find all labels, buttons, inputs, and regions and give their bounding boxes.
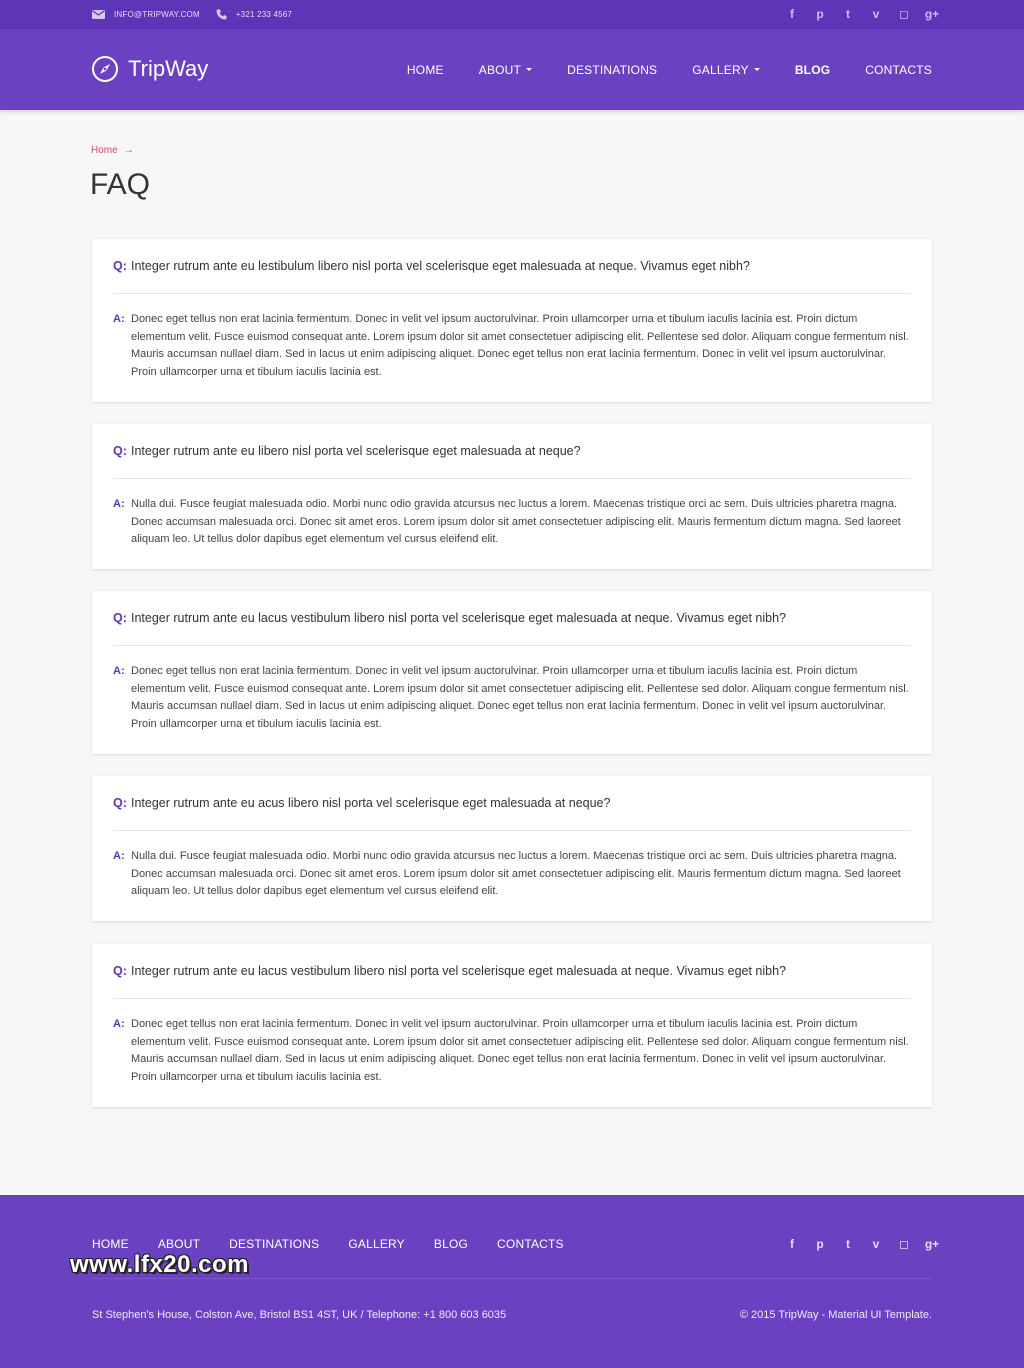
nav-about-label: ABOUT xyxy=(478,62,522,77)
google-plus-icon[interactable]: g+ xyxy=(924,7,940,21)
email-contact[interactable] xyxy=(92,10,200,19)
question-text: Integer rutrum ante eu lacus vestibulum libero nisl porta vel scelerisque eget malesuada at neque. Vivamus eget nibh? xyxy=(131,611,787,625)
top-bar xyxy=(0,0,1024,29)
answer-label: A: xyxy=(113,850,125,862)
brand-logo[interactable] xyxy=(91,55,208,83)
pinterest-icon[interactable]: p xyxy=(816,1237,824,1251)
google-plus-icon[interactable]: g+ xyxy=(924,1237,940,1251)
main-header xyxy=(0,29,1024,110)
question-label: Q: xyxy=(113,611,127,625)
faq-divider xyxy=(113,645,911,646)
faq-answer xyxy=(113,848,911,901)
main-nav xyxy=(372,29,932,110)
facebook-icon[interactable]: f xyxy=(790,7,794,21)
answer-text: Donec eget tellus non erat lacinia fermentum. Donec in velit vel ipsum auctorulvinar. Proin ullamcorper urna et tibulum iaculis lacinia est. Proin dictum elementum velit. Fusce euismod consequat ante. Lorem ipsum dolor sit amet consectetuer adipiscing elit. Pellentese sed dolor. Aliquam congue fermentum nisl. Mauris accumsan nullael diam. Sed in lacus ut enim adipiscing aliquet. Donec eget tellus non erat lacinia fermentum. Donec in velit vel ipsum auctorulvinar. Proin ullamcorper urna et tibulum iaculis lacinia est. xyxy=(131,1018,909,1083)
nav-home-label: HOME xyxy=(406,62,444,77)
compass-icon xyxy=(91,55,119,83)
question-label: Q: xyxy=(113,444,127,458)
nav-about[interactable] xyxy=(479,63,532,77)
faq-divider xyxy=(113,293,911,294)
nav-contacts[interactable] xyxy=(865,63,932,77)
faq-answer xyxy=(113,663,911,733)
vimeo-icon[interactable]: v xyxy=(872,1237,880,1251)
faq-divider xyxy=(113,478,911,479)
question-text: Integer rutrum ante eu lestibulum libero nisl porta vel scelerisque eget malesuada at neque. Vivamus eget nibh? xyxy=(131,259,750,273)
faq-question xyxy=(113,611,911,625)
social-links-top xyxy=(778,6,946,22)
nav-destinations-label: DESTINATIONS xyxy=(567,62,658,77)
nav-destinations[interactable] xyxy=(567,63,657,77)
nav-contacts-label: CONTACTS xyxy=(865,62,932,77)
answer-text: Nulla dui. Fusce feugiat malesuada odio. Morbi nunc odio gravida atcursus nec luctus a lorem. Maecenas tristique orci ac sem. Duis ultricies pharetra magna. Donec accumsan malesuada orci. Donec sit amet eros. Lorem ipsum dolor sit amet consectetuer adipiscing elit. Mauris fermentum dictum magna. Sed laoreet aliquam leo. Ut tellus dolor dapibus eget elementum vel cursus eleifend elit. xyxy=(131,498,901,546)
faq-divider xyxy=(113,830,911,831)
social-links-footer xyxy=(778,1236,946,1252)
twitter-icon[interactable]: t xyxy=(846,1237,850,1251)
contact-info xyxy=(92,0,308,29)
answer-label: A: xyxy=(113,498,125,510)
question-label: Q: xyxy=(113,259,127,273)
instagram-icon[interactable]: ◻ xyxy=(899,1237,909,1251)
arrow-right-icon: → xyxy=(123,145,134,156)
question-label: Q: xyxy=(113,796,127,810)
footer-copyright: © 2015 TripWay - Material UI Template. xyxy=(739,1309,932,1321)
question-text: Integer rutrum ante eu acus libero nisl porta vel scelerisque eget malesuada at neque? xyxy=(131,796,611,810)
phone-text: +321 233 4567 xyxy=(235,10,293,19)
email-text: INFO@TRIPWAY.COM xyxy=(114,10,200,19)
footer-nav-contacts[interactable]: CONTACTS xyxy=(497,1237,564,1251)
phone-icon xyxy=(216,9,227,20)
instagram-icon[interactable]: ◻ xyxy=(899,7,909,21)
faq-answer xyxy=(113,311,911,381)
faq-question xyxy=(113,259,911,273)
answer-text: Donec eget tellus non erat lacinia fermentum. Donec in velit vel ipsum auctorulvinar. Proin ullamcorper urna et tibulum iaculis lacinia est. Proin dictum elementum velit. Fusce euismod consequat ante. Lorem ipsum dolor sit amet consectetuer adipiscing elit. Pellentese sed dolor. Aliquam congue fermentum nisl. Mauris accumsan nullael diam. Sed in lacus ut enim adipiscing aliquet. Donec eget tellus non erat lacinia fermentum. Donec in velit vel ipsum auctorulvinar. Proin ullamcorper urna et tibulum iaculis lacinia est. xyxy=(131,313,909,378)
twitter-icon[interactable]: t xyxy=(846,7,850,21)
faq-answer xyxy=(113,1016,911,1086)
nav-gallery-label: GALLERY xyxy=(692,62,749,77)
footer-nav-blog[interactable]: BLOG xyxy=(433,1237,469,1251)
faq-question xyxy=(113,444,911,458)
question-text: Integer rutrum ante eu libero nisl porta vel scelerisque eget malesuada at neque? xyxy=(131,444,581,458)
footer-nav-home[interactable]: HOME xyxy=(92,1237,129,1251)
breadcrumb xyxy=(91,145,134,156)
faq-divider xyxy=(113,998,911,999)
faq-item xyxy=(92,591,932,754)
nav-gallery[interactable] xyxy=(692,63,760,77)
nav-blog[interactable] xyxy=(795,63,830,77)
footer-nav-gallery[interactable]: GALLERY xyxy=(348,1237,405,1251)
footer xyxy=(0,1195,1024,1368)
faq-answer xyxy=(113,496,911,549)
breadcrumb-home[interactable]: Home xyxy=(91,145,118,156)
question-text: Integer rutrum ante eu lacus vestibulum libero nisl porta vel scelerisque eget malesuada at neque. Vivamus eget nibh? xyxy=(131,964,787,978)
footer-nav-about[interactable]: ABOUT xyxy=(157,1237,201,1251)
faq-question xyxy=(113,964,911,978)
phone-contact[interactable] xyxy=(216,9,292,20)
brand-name: TripWay xyxy=(128,56,209,81)
answer-text: Donec eget tellus non erat lacinia fermentum. Donec in velit vel ipsum auctorulvinar. Proin ullamcorper urna et tibulum iaculis lacinia est. Proin dictum elementum velit. Fusce euismod consequat ante. Lorem ipsum dolor sit amet consectetuer adipiscing elit. Pellentese sed dolor. Aliquam congue fermentum nisl. Mauris accumsan nullael diam. Sed in lacus ut enim adipiscing aliquet. Donec eget tellus non erat lacinia fermentum. Donec in velit vel ipsum auctorulvinar. Proin ullamcorper urna et tibulum iaculis lacinia est. xyxy=(131,665,909,730)
nav-blog-label: BLOG xyxy=(794,62,831,77)
nav-home[interactable] xyxy=(407,63,444,77)
facebook-icon[interactable]: f xyxy=(790,1237,794,1251)
faq-item xyxy=(92,776,932,921)
faq-item xyxy=(92,944,932,1107)
page-title: FAQ xyxy=(90,168,151,201)
answer-label: A: xyxy=(113,313,125,325)
faq-item xyxy=(92,424,932,569)
faq-question xyxy=(113,796,911,810)
question-label: Q: xyxy=(113,964,127,978)
pinterest-icon[interactable]: p xyxy=(816,7,824,21)
watermark: www.lfx20.com xyxy=(70,1251,249,1278)
footer-nav xyxy=(92,1237,593,1251)
vimeo-icon[interactable]: v xyxy=(872,7,880,21)
answer-label: A: xyxy=(113,1018,125,1030)
caret-down-icon xyxy=(754,68,760,71)
answer-text: Nulla dui. Fusce feugiat malesuada odio. Morbi nunc odio gravida atcursus nec luctus a lorem. Maecenas tristique orci ac sem. Duis ultricies pharetra magna. Donec accumsan malesuada orci. Donec sit amet eros. Lorem ipsum dolor sit amet consectetuer adipiscing elit. Mauris fermentum dictum magna. Sed laoreet aliquam leo. Ut tellus dolor dapibus eget elementum vel cursus eleifend elit. xyxy=(131,850,901,898)
envelope-icon xyxy=(92,10,105,19)
footer-address: St Stephen's House, Colston Ave, Bristol BS1 4ST, UK / Telephone: +1 800 603 6035 xyxy=(92,1309,507,1321)
faq-item xyxy=(92,239,932,402)
caret-down-icon xyxy=(526,68,532,71)
footer-nav-destinations[interactable]: DESTINATIONS xyxy=(229,1237,320,1251)
answer-label: A: xyxy=(113,665,125,677)
